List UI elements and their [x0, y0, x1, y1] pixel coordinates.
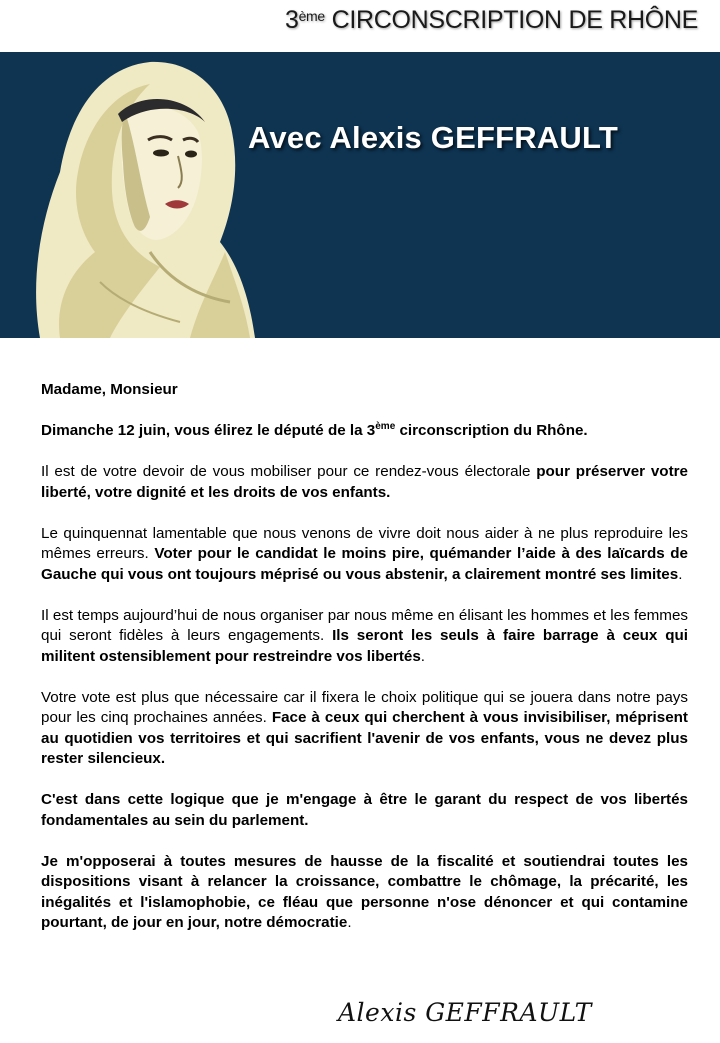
p4-end: . [420, 647, 426, 665]
p2-bold: pour préserver votre liberté, votre dignité et les droits de vos enfants. [41, 463, 688, 501]
paragraph-opposition [41, 852, 688, 934]
constituency-ordinal: 3 [284, 6, 299, 34]
p3-end: . [678, 565, 683, 583]
p7-bold: Je m'opposerai à toutes mesures de hausse de la fiscalité et soutiendrai toutes les dispositions visant à relancer la croissance, combattre le chômage, la précarité, les inégalités et l'islamophobie, ce fléau que personne n'ose dénoncer et qui contamine pourtant, de jour en jour, notre démocratie [41, 852, 688, 931]
paragraph-mobilise [41, 462, 688, 503]
banner-title: Avec Alexis GEFFRAULT [248, 120, 618, 155]
signature: Alexis GEFFRAULT [338, 998, 592, 1027]
p2-normal: Il est de votre devoir de vous mobiliser pour ce rendez-vous électorale [41, 463, 537, 480]
p1-text-end: circonscription du Rhône. [395, 422, 588, 439]
paragraph-commitment: C'est dans cette logique que je m'engage à être le garant du respect de vos libertés fondamentales au sein du parlement. [41, 791, 688, 829]
greeting: Madame, Monsieur [41, 381, 178, 398]
p3-bold: Voter pour le candidat le moins pire, quémander l’aide à des laïcards de Gauche qui vous ont toujours méprisé ou vous abstenir, a clairement montré ses limites [41, 545, 689, 583]
p1-sup: ème [375, 420, 396, 432]
constituency-ordinal-suffix: ème [298, 8, 325, 24]
p5-bold: Face à ceux qui cherchent à vous invisibiliser, méprisent au quotidien vos territoires et qui sacrifient l'avenir de vos enfants, vous ne devez plus rester silencieux. [41, 709, 688, 767]
letter-body [41, 380, 688, 954]
p4-normal: Il est temps aujourd’hui de nous organiser par nous même en élisant les hommes et les femmes qui seront fidèles à leurs engagements. [41, 606, 688, 644]
paragraph-election-date [41, 421, 688, 442]
campaign-banner [0, 52, 720, 338]
p7-end: . [347, 914, 352, 931]
p1-text: Dimanche 12 juin, vous élirez le député de la 3 [41, 422, 376, 439]
paragraph-organise [41, 606, 688, 668]
portrait-illustration [0, 52, 260, 338]
constituency-name: CIRCONSCRIPTION DE RHÔNE [331, 6, 698, 34]
paragraph-quinquennat [41, 524, 688, 586]
p3-normal: Le quinquennat lamentable que nous venons de vivre doit nous aider à ne plus reproduire les mêmes erreurs. [41, 524, 688, 562]
p5-normal: Votre vote est plus que nécessaire car il fixera le choix politique qui se jouera dans notre pays pour les cinq prochaines années. [41, 688, 688, 726]
paragraph-vote [41, 688, 688, 770]
constituency-title [285, 6, 698, 35]
p4-bold: Ils seront les seuls à faire barrage à ceux qui militent ostensiblement pour restreindre vos libertés [41, 627, 688, 665]
